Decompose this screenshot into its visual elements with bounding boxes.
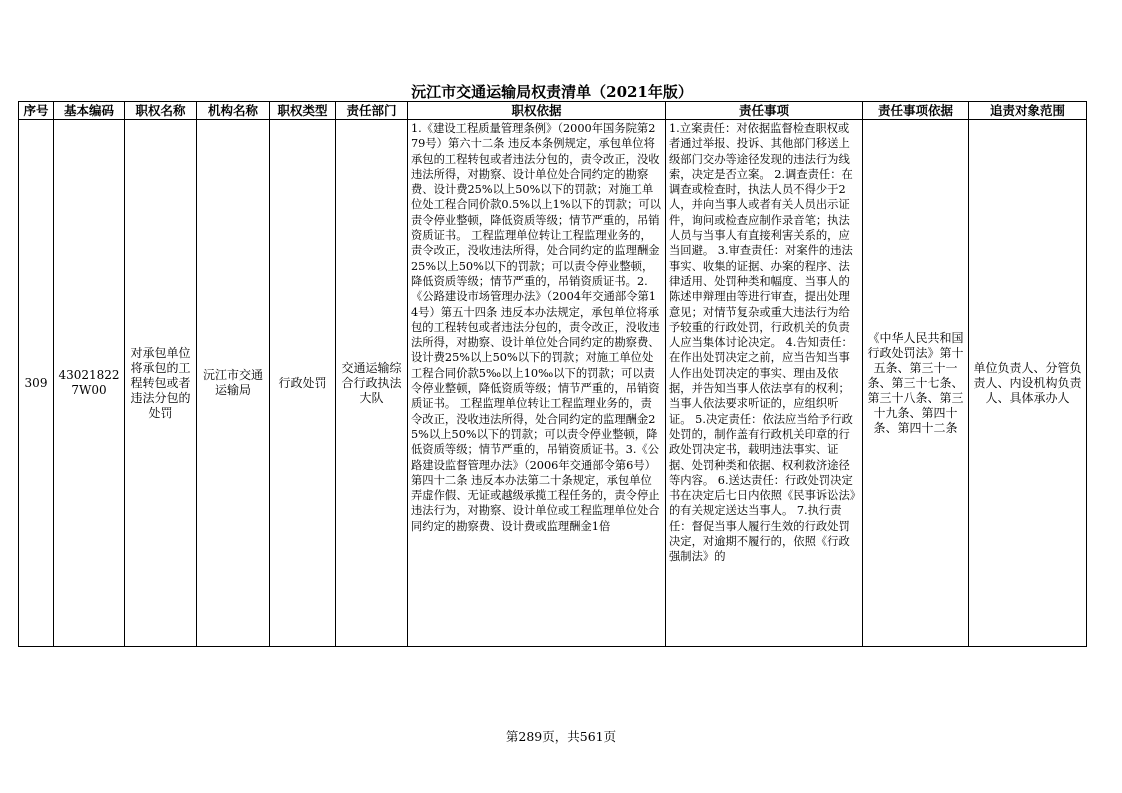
cell-responsibilities [666,120,863,647]
header-legal-basis: 职权依据 [408,102,666,120]
header-index: 序号 [19,102,54,120]
row-power-type: 行政处罚 [278,375,327,390]
responsibility-table [18,101,1087,647]
cell-accountability-scope [969,120,1087,647]
document-title: 沅江市交通运输局权责清单（2021年版） [411,83,693,101]
header-accountability-scope: 追责对象范围 [969,102,1087,120]
row-legal-basis: 1.《建设工程质量管理条例》（2000年国务院第279号）第六十二条 违反本条例规定，承包单位将承包的工程转包或者违法分包的，责令改正，没收违法所得，对勘察、设计单位处合同约定的勘察费、设计费25%以上50%以下的罚款；对施工单位处工程合同价款0.5%以上1%以下的罚款；可以责令停业整顿，降低资质等级；情节严重的，吊销资质证书。 工程监理单位转让工程监理业务的，责令改正，没收违法所得，处合同约定的监理酬金25%以上50%以下的罚款；可以责令停业整顿，降低资质等级；情节严重的，吊销资质证书。2.《公路建设市场管理办法》（2004年交通部令第14号）第五十四条 违反本办法规定，承包单位将承包的工程转包或者违法分包的，责令改正，没收违法所得，对勘察、设计单位处合同约定的勘察费、设计费25%以上50%以下的罚款；对施工单位处工程合同价款5‰以上10‰以下的罚款；可以责令停业整顿，降低资质等级；情节严重的，吊销资质证书。 工程监理单位转让工程监理业务的，责令改正，没收违法所得，处合同约定的监理酬金25%以上50%以下的罚款；可以责令停业整顿，降低资质等级；情节严重的，吊销资质证书。3.《公路建设监督管理办法》（2006年交通部令第6号）第四十二条 违反本办法第二十条规定，承包单位弄虚作假、无证或越级承揽工程任务的，责令停止违法行为，对勘察、设计单位或工程监理单位处合同约定的勘察费、设计费或监理酬金1倍 [411,122,661,533]
header-responsibility-basis: 责任事项依据 [863,102,969,120]
header-code: 基本编码 [54,102,125,120]
cell-department [336,120,408,647]
row-agency: 沅江市交通运输局 [202,368,263,397]
row-responsibilities: 1.立案责任：对依据监督检查职权或者通过举报、投诉、其他部门移送上级部门交办等途径发现的违法行为线索，决定是否立案。 2.调查责任：在调查或检查时，执法人员不得少于2人，并向当事人或者有关人员出示证件，询问或检查应制作录音笔；执法人员与当事人有直接利害关系的，应当回避。 3.审查责任：对案件的违法事实、收集的证据、办案的程序、法律适用、处罚种类和幅度、当事人的陈述申辩理由等进行审查，提出处理意见；对情节复杂或重大违法行为给予较重的行政处罚，行政机关的负责人应当集体讨论决定。 4.告知责任：在作出处罚决定之前，应当告知当事人作出处罚决定的事实、理由及依据，并告知当事人依法享有的权利；当事人依法要求听证的，应组织听证。 5.决定责任：依法应当给予行政处罚的，制作盖有行政机关印章的行政处罚决定书，载明违法事实、证据、处罚种类和依据、权利救济途径等内容。 6.送达责任：行政处罚决定书在决定后七日内依照《民事诉讼法》的有关规定送达当事人。 7.执行责任：督促当事人履行生效的行政处罚决定，对逾期不履行的，依照《行政强制法》的 [669,122,856,564]
row-index: 309 [24,375,48,390]
header-department: 责任部门 [336,102,408,120]
cell-agency [197,120,270,647]
header-responsibilities: 责任事项 [666,102,863,120]
header-power-name: 职权名称 [125,102,197,120]
cell-power-type [270,120,336,647]
cell-power-name [125,120,197,647]
row-responsibility-basis: 《中华人民共和国行政处罚法》第十五条、第三十一条、第三十七条、第三十八条、第三十九条、第四十条、第四十二条 [867,330,964,435]
table-row [19,120,1087,647]
row-department: 交通运输综合行政执法大队 [341,360,402,405]
cell-legal-basis [408,120,666,647]
header-power-type: 职权类型 [270,102,336,120]
cell-responsibility-basis [863,120,969,647]
page-number: 第289页，共561页 [505,729,617,744]
row-code: 430218227W00 [58,368,120,397]
cell-code [54,120,125,647]
cell-index [19,120,54,647]
header-agency: 机构名称 [197,102,270,120]
table-header-row [19,102,1087,120]
row-power-name: 对承包单位将承包的工程转包或者违法分包的处罚 [130,345,191,420]
row-accountability-scope: 单位负责人、分管负责人、内设机构负责人、具体承办人 [973,360,1082,405]
